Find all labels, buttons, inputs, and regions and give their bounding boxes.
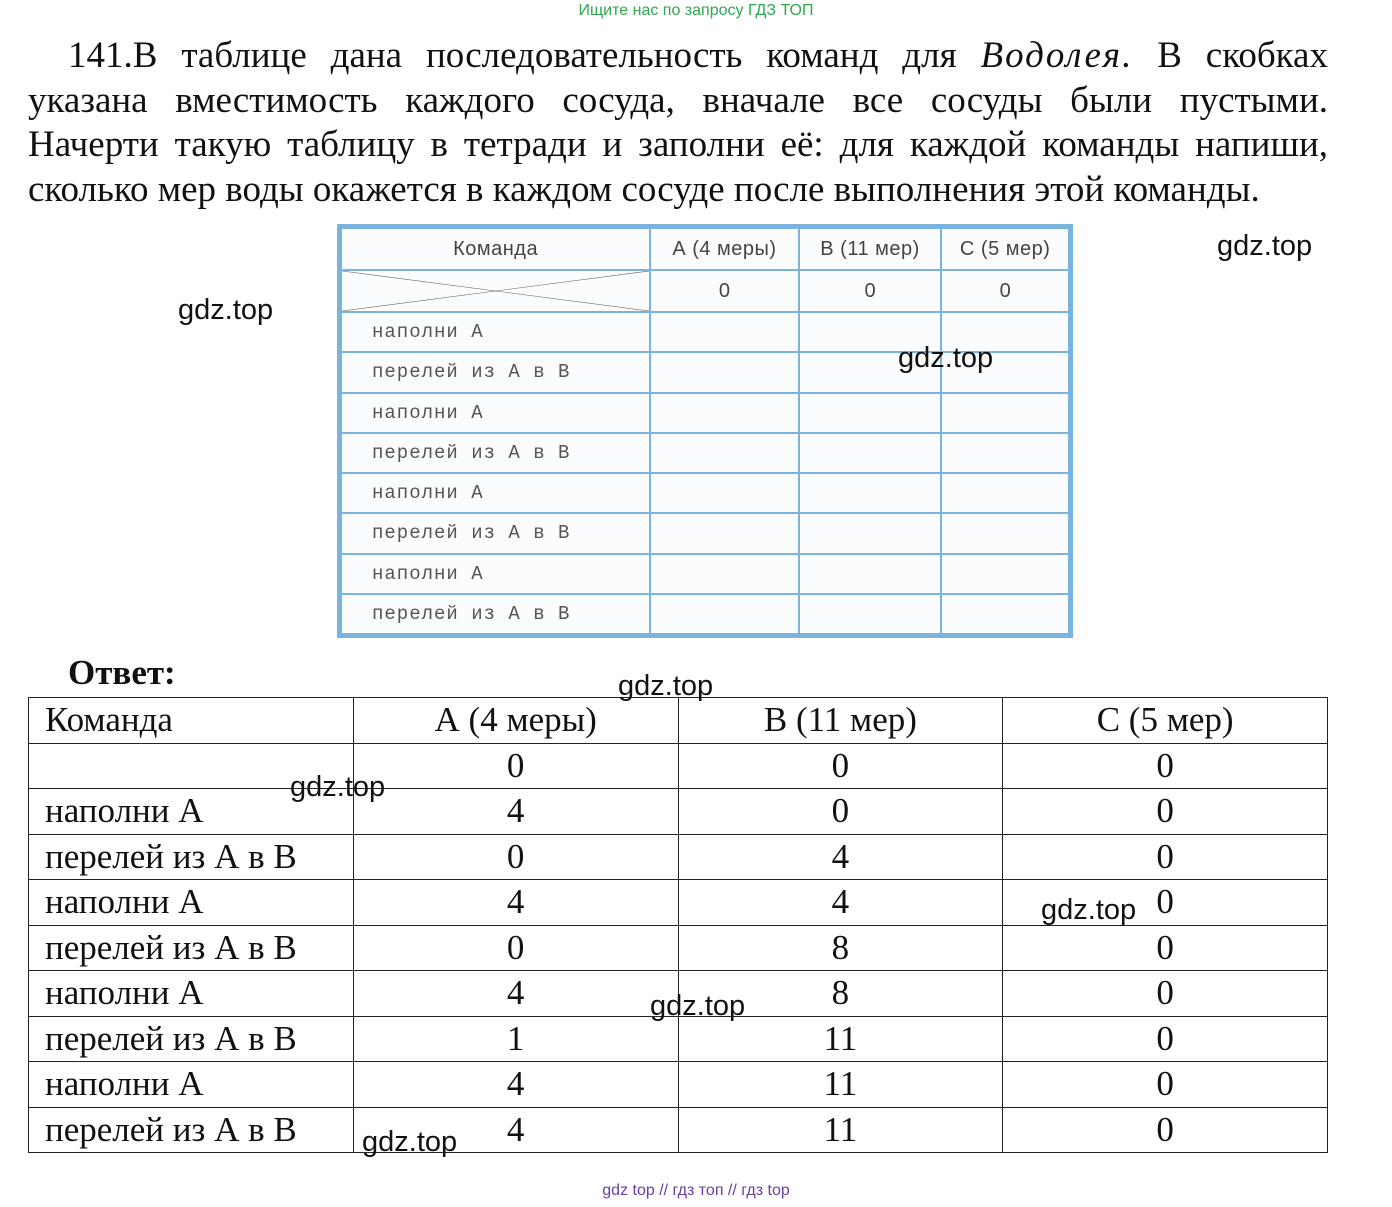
answer-c: 0 (1003, 1016, 1328, 1062)
watermark: gdz.top (898, 342, 994, 374)
problem-line-1-end: В скобках (1133, 35, 1328, 76)
watermark: gdz.top (178, 294, 274, 326)
textbook-initial-b: 0 (799, 270, 942, 312)
answer-header-c: С (5 мер) (1003, 698, 1328, 744)
answer-command: перелей из А в В (29, 834, 354, 880)
textbook-command: наполни А (341, 554, 650, 594)
watermark: gdz.top (1217, 230, 1313, 262)
textbook-header-command: Команда (341, 228, 650, 270)
answer-command: наполни А (29, 971, 354, 1017)
answer-b: 8 (678, 925, 1003, 971)
problem-line-3: Начерти такую таблицу в тетради и заполни её: для каждой команды напиши, (28, 124, 1328, 165)
answer-command: наполни А (29, 1062, 354, 1108)
textbook-row (341, 594, 1069, 634)
textbook-row (341, 393, 1069, 433)
answer-b: 11 (678, 1016, 1003, 1062)
watermark: gdz.top (362, 1126, 458, 1158)
answer-row (29, 743, 1328, 789)
answer-c: 0 (1003, 789, 1328, 835)
textbook-initial-a: 0 (650, 270, 799, 312)
answer-command: перелей из А в В (29, 1107, 354, 1153)
textbook-command: наполни А (341, 473, 650, 513)
crossed-cell (341, 270, 650, 312)
answer-a: 4 (353, 789, 678, 835)
watermark: gdz.top (650, 990, 746, 1022)
textbook-command: перелей из А в В (341, 433, 650, 473)
answer-a: 4 (353, 1062, 678, 1108)
answer-row (29, 834, 1328, 880)
answer-row (29, 925, 1328, 971)
answer-c: 0 (1003, 971, 1328, 1017)
answer-row (29, 1107, 1328, 1153)
answer-b: 0 (678, 743, 1003, 789)
vodoley-name: Водолея. (980, 35, 1134, 76)
textbook-header-b: В (11 мер) (799, 228, 942, 270)
answer-command: перелей из А в В (29, 925, 354, 971)
answer-c: 0 (1003, 880, 1328, 926)
watermark: gdz.top (618, 670, 714, 702)
answer-label: Ответ: (68, 653, 176, 692)
problem-statement (28, 34, 1328, 212)
answer-a: 0 (353, 743, 678, 789)
top-search-note: Ищите нас по запросу ГДЗ ТОП (578, 2, 814, 19)
textbook-command: перелей из А в В (341, 352, 650, 392)
problem-line-4: сколько мер воды окажется в каждом сосуде после выполнения этой команды. (28, 168, 1260, 210)
cross-lines-icon (342, 271, 649, 311)
watermark: gdz.top (290, 771, 386, 803)
answer-command: наполни А (29, 789, 354, 835)
answer-b: 4 (678, 880, 1003, 926)
answer-b: 8 (678, 971, 1003, 1017)
textbook-command: наполни А (341, 312, 650, 352)
answer-header-row (29, 698, 1328, 744)
textbook-initial-row (341, 270, 1069, 312)
answer-header-b: В (11 мер) (678, 698, 1003, 744)
textbook-initial-c: 0 (941, 270, 1069, 312)
answer-a: 0 (353, 834, 678, 880)
textbook-table-image (337, 224, 1073, 638)
textbook-command: перелей из А в В (341, 513, 650, 553)
answer-b: 11 (678, 1062, 1003, 1108)
answer-a: 4 (353, 1107, 678, 1153)
answer-b: 11 (678, 1107, 1003, 1153)
problem-line-1-start: 141.В таблице дана последовательность команд для (68, 35, 981, 76)
textbook-header-c: С (5 мер) (941, 228, 1069, 270)
answer-row (29, 1062, 1328, 1108)
textbook-header-a: А (4 меры) (650, 228, 799, 270)
answer-a: 0 (353, 925, 678, 971)
answer-c: 0 (1003, 1062, 1328, 1108)
textbook-table-header (341, 228, 1069, 270)
answer-c: 0 (1003, 1107, 1328, 1153)
problem-line-2: указана вместимость каждого сосуда, вначале все сосуды были пустыми. (28, 79, 1328, 121)
answer-command: наполни А (29, 880, 354, 926)
answer-row (29, 789, 1328, 835)
footer-credits: gdz top // гдз топ // гдз top (602, 1182, 790, 1199)
watermark: gdz.top (1041, 894, 1137, 926)
textbook-command: наполни А (341, 393, 650, 433)
textbook-table (340, 227, 1070, 635)
answer-a: 1 (353, 1016, 678, 1062)
answer-b: 4 (678, 834, 1003, 880)
answer-a: 4 (353, 880, 678, 926)
textbook-row (341, 513, 1069, 553)
answer-c: 0 (1003, 743, 1328, 789)
answer-c: 0 (1003, 925, 1328, 971)
answer-c: 0 (1003, 834, 1328, 880)
answer-header-command: Команда (29, 698, 354, 744)
answer-a: 4 (353, 971, 678, 1017)
answer-command: перелей из А в В (29, 1016, 354, 1062)
textbook-row (341, 473, 1069, 513)
textbook-command: перелей из А в В (341, 594, 650, 634)
problem-line-1 (28, 34, 1328, 79)
answer-header-a: А (4 меры) (353, 698, 678, 744)
textbook-row (341, 433, 1069, 473)
textbook-row (341, 554, 1069, 594)
answer-b: 0 (678, 789, 1003, 835)
